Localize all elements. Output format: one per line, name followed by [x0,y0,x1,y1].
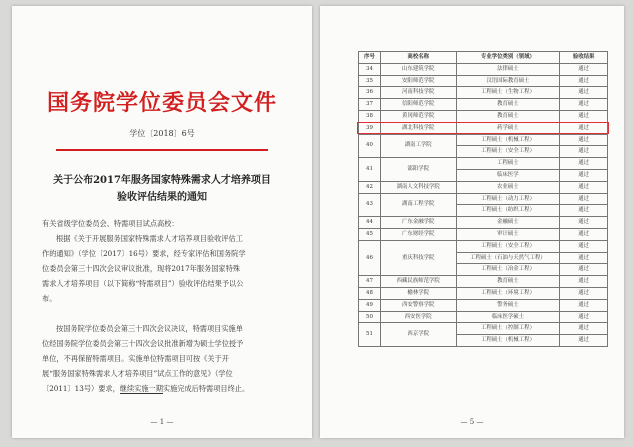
cell-category: 工程硕士（冶金工程） [456,264,560,276]
table-row [359,311,608,323]
cell-number: 49 [359,299,381,311]
cell-school: 邵阳学院 [380,158,456,182]
cell-result: 通过 [560,134,608,146]
cell-school: 西藏民族师范学院 [380,276,456,288]
cell-number: 48 [359,287,381,299]
body-paragraph-2 [42,321,280,396]
cell-category: 法律硕士 [456,63,560,75]
cell-number: 45 [359,228,381,240]
cell-number: 36 [359,87,381,99]
cell-result: 通过 [560,335,608,347]
cell-result: 通过 [560,276,608,288]
body-line: 布。 [42,294,57,303]
body-segment: 〔2011〕13号）要求， [42,384,120,393]
cell-category: 工程硕士（环境工程） [456,287,560,299]
table-row [359,87,608,99]
cell-number: 40 [359,134,381,158]
cell-category: 金融硕士 [456,217,560,229]
cell-school: 重庆科技学院 [380,240,456,275]
cell-category: 农业硕士 [456,181,560,193]
underlined-phrase: 继续实施一期 [119,384,163,393]
body-line: 位经国务院学位委员会第三十四次会议批准新增为硕士学位授予 [42,339,244,348]
table-row [359,193,608,205]
table-row [359,122,608,134]
body-line: 位委员会第三十四次会议审议批准，现将2017年服务国家特殊 [42,264,240,273]
cell-result: 通过 [560,193,608,205]
table-row [359,228,608,240]
cell-school: 信阳师范学院 [380,99,456,111]
cell-school: 安阳师范学院 [380,75,456,87]
table-row [359,217,608,229]
document-title: 国务院学位委员会文件 [46,91,277,116]
table-row [359,181,608,193]
cell-category: 工程硕士（机械工程） [456,335,560,347]
notice-title-line: 关于公布2017年服务国家特殊需求人才培养项目 [53,175,271,186]
cell-school: 西安警察学院 [380,299,456,311]
table-row [359,299,608,311]
results-table [358,51,608,347]
cell-category: 药学硕士 [456,122,560,134]
cell-category: 临床医学硕士 [456,311,560,323]
document-page-right [320,6,624,438]
body-line [42,381,280,396]
table-row [359,110,608,122]
cell-category: 工程硕士（动力工程） [456,193,560,205]
cell-category: 教育硕士 [456,276,560,288]
cell-number: 51 [359,323,381,347]
body-line: 展“服务国家特殊需求人才培养项目”试点工作的意见》（学位 [42,369,233,378]
table-body [359,63,608,346]
cell-number: 34 [359,63,381,75]
body-paragraph-1 [42,231,280,306]
cell-result: 通过 [560,323,608,335]
red-divider-line [56,149,268,151]
cell-category: 工程硕士（纺织工程） [456,205,560,217]
header-category: 专业学位类别（领域） [456,52,560,64]
header-number: 序号 [359,52,381,64]
recipient-line [42,216,280,231]
cell-number: 42 [359,181,381,193]
recipient-text: 有关省级学位委员会、特需项目试点高校： [42,219,179,228]
document-page-left [12,6,312,438]
cell-category: 教育硕士 [456,99,560,111]
table-row [359,240,608,252]
header-school: 高校名称 [380,52,456,64]
table-row [359,75,608,87]
cell-school: 河南科技学院 [380,87,456,99]
cell-school: 湖南工学院 [380,134,456,158]
cell-number: 37 [359,99,381,111]
cell-school: 广东财经学院 [380,228,456,240]
table-header-row [359,52,608,64]
table-row [359,276,608,288]
cell-result: 通过 [560,252,608,264]
notice-title-line: 验收评估结果的通知 [117,192,207,203]
cell-result: 通过 [560,299,608,311]
cell-result: 通过 [560,228,608,240]
body-line: 单位，不再保留特需项目。实施单位特需项目可按《关于开 [42,354,229,363]
body-line: 作的通知》（学位〔2017〕16号）要求，经专家评估和国务院学 [42,249,246,258]
cell-result: 通过 [560,63,608,75]
cell-number: 43 [359,193,381,217]
cell-result: 通过 [560,217,608,229]
cell-category: 临床医学 [456,169,560,181]
cell-result: 通过 [560,181,608,193]
cell-result: 通过 [560,287,608,299]
page-number: — 1 — [150,418,174,426]
cell-result: 通过 [560,110,608,122]
header-result: 验收结果 [560,52,608,64]
cell-result: 通过 [560,240,608,252]
cell-result: 通过 [560,122,608,134]
cell-category: 工程硕士（生物工程） [456,87,560,99]
cell-school: 榆林学院 [380,287,456,299]
cell-number: 44 [359,217,381,229]
cell-number: 35 [359,75,381,87]
cell-school: 广东金融学院 [380,217,456,229]
cell-result: 通过 [560,87,608,99]
cell-number: 46 [359,240,381,275]
cell-number: 38 [359,110,381,122]
body-line: 按国务院学位委员会第三十四次会议决议，特需项目实施单 [56,324,243,333]
cell-result: 通过 [560,75,608,87]
cell-category: 工程硕士（石油与天然气工程） [456,252,560,264]
cell-school: 西京学院 [380,323,456,347]
document-number: 学位〔2018〕6号 [129,129,195,138]
cell-result: 通过 [560,158,608,170]
cell-school: 西安医学院 [380,311,456,323]
cell-category: 教育硕士 [456,110,560,122]
notice-title [30,172,294,206]
cell-category: 汉语国际教育硕士 [456,75,560,87]
cell-school: 湖南人文科技学院 [380,181,456,193]
cell-result: 通过 [560,99,608,111]
cell-category: 警务硕士 [456,299,560,311]
cell-school: 黄冈师范学院 [380,110,456,122]
cell-category: 工程硕士（安全工程） [456,240,560,252]
body-segment: 实施完成后特需项目终止。 [162,384,250,393]
table-row [359,99,608,111]
cell-school: 湖南工程学院 [380,193,456,217]
cell-category: 工程硕士（安全工程） [456,146,560,158]
body-line: 需求人才培养项目（以下简称“特需项目”）验收评估结果予以公 [42,279,244,288]
cell-number: 47 [359,276,381,288]
cell-result: 通过 [560,146,608,158]
table-row [359,323,608,335]
cell-result: 通过 [560,205,608,217]
body-line: 根据《关于开展服务国家特殊需求人才培养项目验收评估工 [56,234,243,243]
cell-number: 39 [359,122,381,134]
cell-category: 工程硕士（控制工程） [456,323,560,335]
cell-result: 通过 [560,169,608,181]
table-row [359,134,608,146]
cell-number: 50 [359,311,381,323]
cell-school: 山东建筑学院 [380,63,456,75]
table-row [359,158,608,170]
cell-number: 41 [359,158,381,182]
cell-category: 工程硕士 [456,158,560,170]
table-row [359,287,608,299]
cell-result: 通过 [560,264,608,276]
cell-category: 工程硕士（机械工程） [456,134,560,146]
cell-category: 审计硕士 [456,228,560,240]
cell-school: 湖北科技学院 [380,122,456,134]
page-number: — 5 — [460,418,484,426]
cell-result: 通过 [560,311,608,323]
table-row [359,63,608,75]
